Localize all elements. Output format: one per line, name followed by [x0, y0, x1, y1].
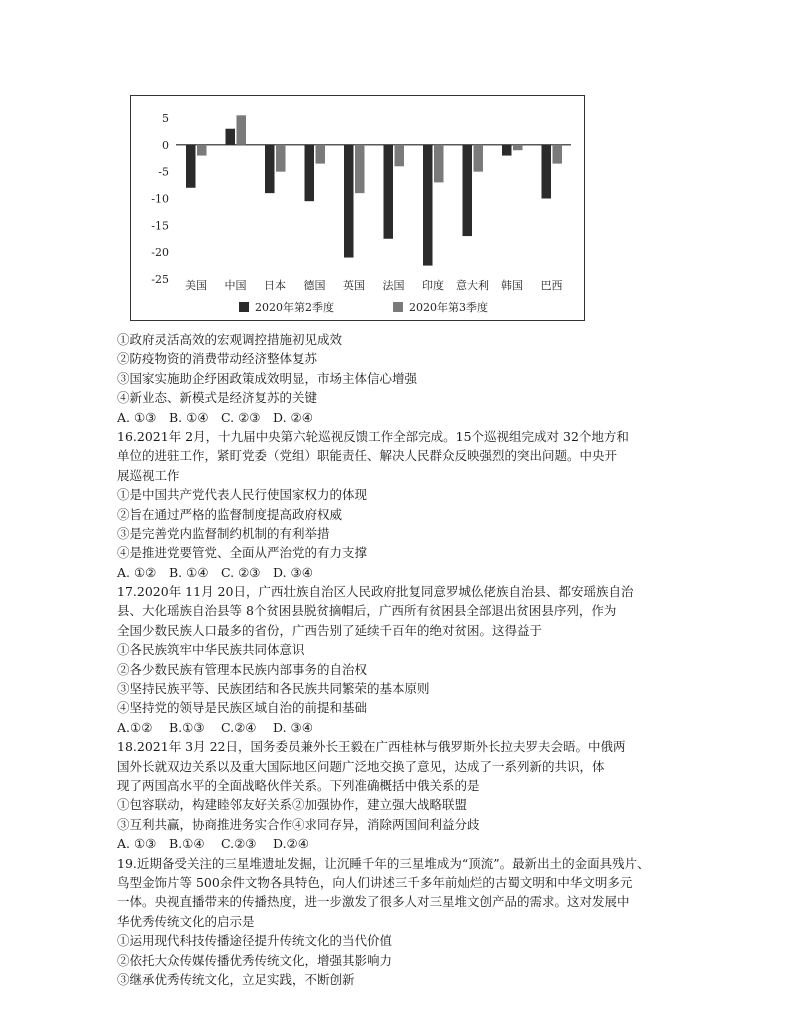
- bar-q3: [553, 145, 563, 164]
- bar-q2: [463, 145, 473, 236]
- text-line: 单位的进驻工作，紧盯党委（党组）职能责任、解决人民群众反映强烈的突出问题。中央开: [117, 448, 618, 464]
- answer-option: A. ①③: [117, 409, 157, 425]
- bar-q2: [186, 145, 196, 188]
- answer-option: B.①④: [169, 836, 205, 852]
- text-line: 现了两国高水平的全面战略伙伴关系。下列准确概括中俄关系的是: [117, 777, 480, 793]
- bar-q3: [395, 145, 405, 166]
- bar-q3: [316, 145, 326, 164]
- category-label: 美国: [185, 279, 207, 292]
- category-label: 中国: [224, 279, 247, 292]
- answer-option: A.①②: [117, 719, 153, 735]
- bar-q3: [355, 145, 365, 193]
- text-line: ②各少数民族有管理本民族内部事务的自治权: [117, 661, 368, 677]
- answer-option: B. ①④: [169, 564, 209, 580]
- bar-q2: [502, 145, 512, 156]
- y-tick-label: -25: [151, 273, 169, 286]
- text-line: ①各民族筑牢中华民族共同体意识: [117, 642, 305, 658]
- text-line: 18.2021年 3月 22日，国务委员兼外长王毅在广西桂林与俄罗斯外长拉夫罗夫会晤。中俄两: [117, 739, 626, 755]
- bar-q2: [226, 129, 236, 145]
- legend-label: 2020年第2季度: [255, 301, 334, 314]
- y-tick-label: 5: [162, 112, 169, 125]
- text-line: 华优秀传统文化的启示是: [117, 913, 255, 929]
- category-label: 巴西: [540, 279, 563, 292]
- bar-q2: [423, 145, 433, 266]
- text-line: 县、大化瑶族自治县等 8个贫困县脱贫摘帽后，广西所有贫困县全部退出贫困县序列，作为: [117, 603, 617, 619]
- bar-q2: [265, 145, 275, 193]
- answer-options: [117, 718, 677, 737]
- category-label: 印度: [422, 279, 444, 292]
- answer-option: C.②③: [221, 836, 257, 852]
- text-line: ①是中国共产党代表人民行使国家权力的体现: [117, 487, 368, 503]
- bar-q3: [276, 145, 286, 172]
- text-line: 展巡视工作: [117, 467, 180, 483]
- answer-option: B. ①④: [169, 409, 209, 425]
- text-line: 国外长就双边关系以及重大国际地区问题广泛地交换了意见，达成了一系列新的共识，体: [117, 758, 605, 774]
- bar-q2: [542, 145, 552, 199]
- text-line: ④新业态、新模式是经济复苏的关键: [117, 390, 318, 406]
- gdp-growth-chart: [130, 95, 585, 321]
- category-label: 法国: [382, 279, 405, 292]
- text-line: 一体。央视直播带来的传播热度，进一步激发了很多人对三星堆文创产品的需求。这对发展中: [117, 894, 630, 910]
- legend-swatch: [393, 302, 403, 312]
- text-line: ①运用现代科技传播途径提升传统文化的当代价值: [117, 933, 393, 949]
- text-line: ②防疫物资的消费带动经济整体复苏: [117, 351, 318, 367]
- text-line: ③继承优秀传统文化，立足实践，不断创新: [117, 971, 355, 987]
- answer-options: [117, 563, 677, 582]
- text-line: ③互利共赢，协商推进务实合作④求同存异，消除两国间利益分歧: [117, 816, 480, 832]
- answer-options: [117, 834, 677, 853]
- bar-q3: [513, 145, 523, 150]
- answer-option: C. ②③: [221, 409, 261, 425]
- text-line: ④是推进党要管党、全面从严治党的有力支撑: [117, 545, 368, 561]
- text-line: ②旨在通过严格的监督制度提高政府权威: [117, 506, 343, 522]
- bar-q2: [384, 145, 394, 239]
- text-line: ②依托大众传媒传播优秀传统文化，增强其影响力: [117, 952, 393, 968]
- legend-swatch: [239, 302, 249, 312]
- text-line: ③是完善党内监督制约机制的有利举措: [117, 525, 330, 541]
- category-label: 意大利: [456, 279, 489, 292]
- answer-option: D. ②④: [273, 409, 313, 425]
- answer-option: D. ③④: [273, 564, 313, 580]
- category-label: 韩国: [501, 279, 523, 292]
- chart-canvas: [131, 96, 586, 322]
- text-line: ③国家实施助企纾困政策成效明显，市场主体信心增强: [117, 370, 418, 386]
- bar-q2: [344, 145, 354, 258]
- bar-q3: [474, 145, 484, 172]
- y-tick-label: -15: [151, 219, 169, 233]
- y-tick-label: -10: [151, 192, 169, 206]
- y-tick-label: -5: [158, 165, 169, 179]
- answer-option: C.②④: [221, 719, 257, 735]
- text-line: 19.近期备受关注的三星堆遗址发掘，让沉睡千年的三星堆成为“顶流”。最新出土的金面具残片、: [117, 855, 650, 871]
- text-line: ④坚持党的领导是民族区域自治的前提和基础: [117, 700, 368, 716]
- bar-q3: [237, 115, 247, 145]
- text-line: 全国少数民族人口最多的省份，广西告别了延续千百年的绝对贫困。这得益于: [117, 622, 543, 638]
- text-line: ①包容联动，构建睦邻友好关系②加强协作，建立强大战略联盟: [117, 797, 468, 813]
- text-line: ③坚持民族平等、民族团结和各民族共同繁荣的基本原则: [117, 681, 430, 697]
- category-label: 德国: [303, 279, 326, 292]
- category-label: 英国: [343, 279, 365, 292]
- bar-q3: [434, 145, 444, 183]
- bar-q2: [305, 145, 315, 201]
- text-line: ①政府灵活高效的宏观调控措施初见成效: [117, 332, 343, 347]
- answer-option: A. ①③: [117, 836, 157, 852]
- y-tick-label: 0: [162, 138, 169, 152]
- category-label: 日本: [264, 279, 286, 292]
- answer-option: D. ③④: [273, 719, 313, 735]
- y-tick-label: -20: [151, 246, 169, 260]
- answer-option: D.②④: [273, 836, 309, 852]
- bar-q3: [197, 145, 207, 156]
- answer-option: B.①③: [169, 719, 205, 735]
- answer-options: [117, 408, 677, 427]
- text-line: 16.2021年 2月，十九届中央第六轮巡视反馈工作全部完成。15个巡视组完成对 32个地方和: [117, 428, 629, 444]
- answer-option: A. ①②: [117, 564, 157, 580]
- text-line: 17.2020年 11月 20日，广西壮族自治区人民政府批复同意罗城仫佬族自治县、都安瑶族自治: [117, 584, 634, 600]
- text-line: 鸟型金饰片等 500余件文物各具特色，向人们讲述三千多年前灿烂的古蜀文明和中华文明多元: [117, 874, 633, 890]
- legend-label: 2020年第3季度: [409, 301, 488, 314]
- question-text: [117, 330, 677, 989]
- answer-option: C. ②③: [221, 564, 261, 580]
